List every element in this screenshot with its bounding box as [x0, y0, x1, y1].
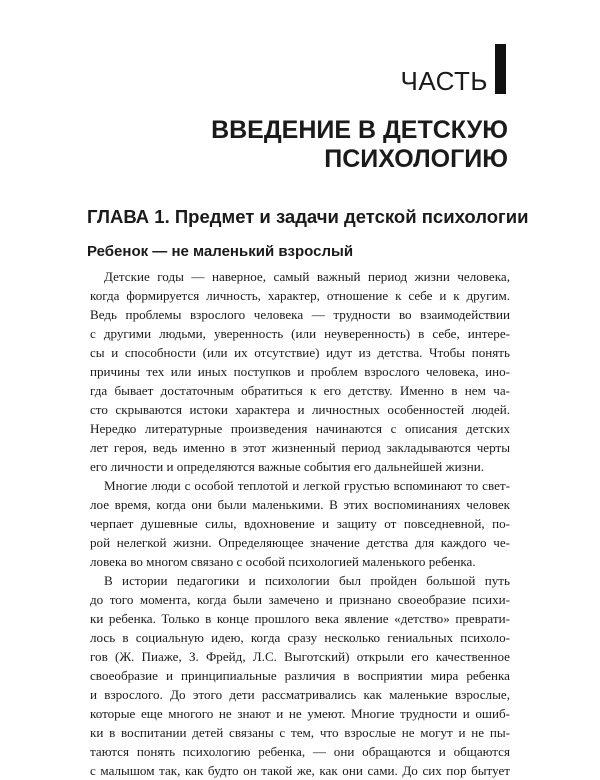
- text-line: рой нелегкой жизни. Определяющее значение детства для каждого че-: [90, 535, 510, 550]
- text-line: ки в воспитании детей связаны с тем, что взрослые не могут и не пы-: [90, 725, 510, 740]
- text-line: когда формируется личность, характер, отношение к себе и к другим.: [90, 288, 510, 303]
- part-title-line: ПСИХОЛОГИЮ: [324, 145, 508, 173]
- text-line: своеобразие и принципиальные различия в восприятии мира ребенка: [90, 668, 510, 683]
- text-line: ловека во многом связано с особой психологией маленького ребенка.: [90, 554, 476, 569]
- text-line: ки ребенка. Только в конце прошлого века явление «детство» преврати-: [90, 611, 510, 626]
- text-line: лое время, когда они были маленькими. В этих воспоминаниях человек: [90, 497, 510, 512]
- text-line: Многие люди с особой теплотой и легкой грустью вспоминают то свет-: [104, 478, 510, 493]
- text-line: сто скрываются истоки характера и личностных особенностей людей.: [90, 402, 510, 417]
- text-line: лось в социальную идею, когда сразу несколько гениальных психоло-: [90, 630, 510, 645]
- text-line: Нередко литературные произведения начинаются с описания детских: [90, 421, 510, 436]
- part-label: ЧАСТЬ: [400, 66, 488, 96]
- text-line: лет героя, ведь именно в этот жизненный период закладываются черты: [90, 440, 510, 455]
- body-text: [90, 267, 510, 780]
- part-title-line: ВВЕДЕНИЕ В ДЕТСКУЮ: [211, 116, 508, 144]
- text-line: его личности и определяются важные события его дальнейшей жизни.: [90, 459, 485, 474]
- text-line: до того момента, когда были замечено и признано своеобразие психи-: [90, 592, 510, 607]
- section-title: Ребенок — не маленький взрослый: [87, 243, 354, 260]
- text-line: таются понять психологию ребенка, — они обращаются и общаются: [90, 744, 510, 759]
- text-line: В истории педагогики и психологии был пройден большой путь: [104, 573, 510, 588]
- text-line: гов (Ж. Пиаже, З. Фрейд, Л.С. Выготский) открыли его качественное: [90, 649, 510, 664]
- text-line: причины тех или иных поступков и проблем взрослого человека, ино-: [90, 364, 510, 379]
- part-numeral: [495, 44, 506, 94]
- text-line: и взрослого. До этого дети рассматривались как маленькие взрослые,: [90, 687, 510, 702]
- text-line: с малышом так, как будто он такой же, как они сами. До сих пор бытует: [90, 763, 510, 778]
- text-line: гда бывает достаточным обратиться к его детству. Именно в нем ча-: [90, 383, 510, 398]
- text-line: с другими людьми, уверенность (или неуверенность) в себе, интере-: [90, 326, 510, 341]
- text-line: Детские годы — наверное, самый важный период жизни человека,: [104, 269, 510, 284]
- text-line: сы и способности (или их отсутствие) идут из детства. Чтобы понять: [90, 345, 510, 360]
- text-line: которые еще многого не знают и не умеют. Многие трудности и ошиб-: [90, 706, 510, 721]
- chapter-title: ГЛАВА 1. Предмет и задачи детской психологии: [87, 206, 529, 227]
- text-line: черпает душевные силы, вдохновение и защиту от повседневной, по-: [90, 516, 510, 531]
- part-title: [88, 116, 508, 174]
- text-line: Ведь проблемы взрослого человека — трудности во взаимодействии: [90, 307, 510, 322]
